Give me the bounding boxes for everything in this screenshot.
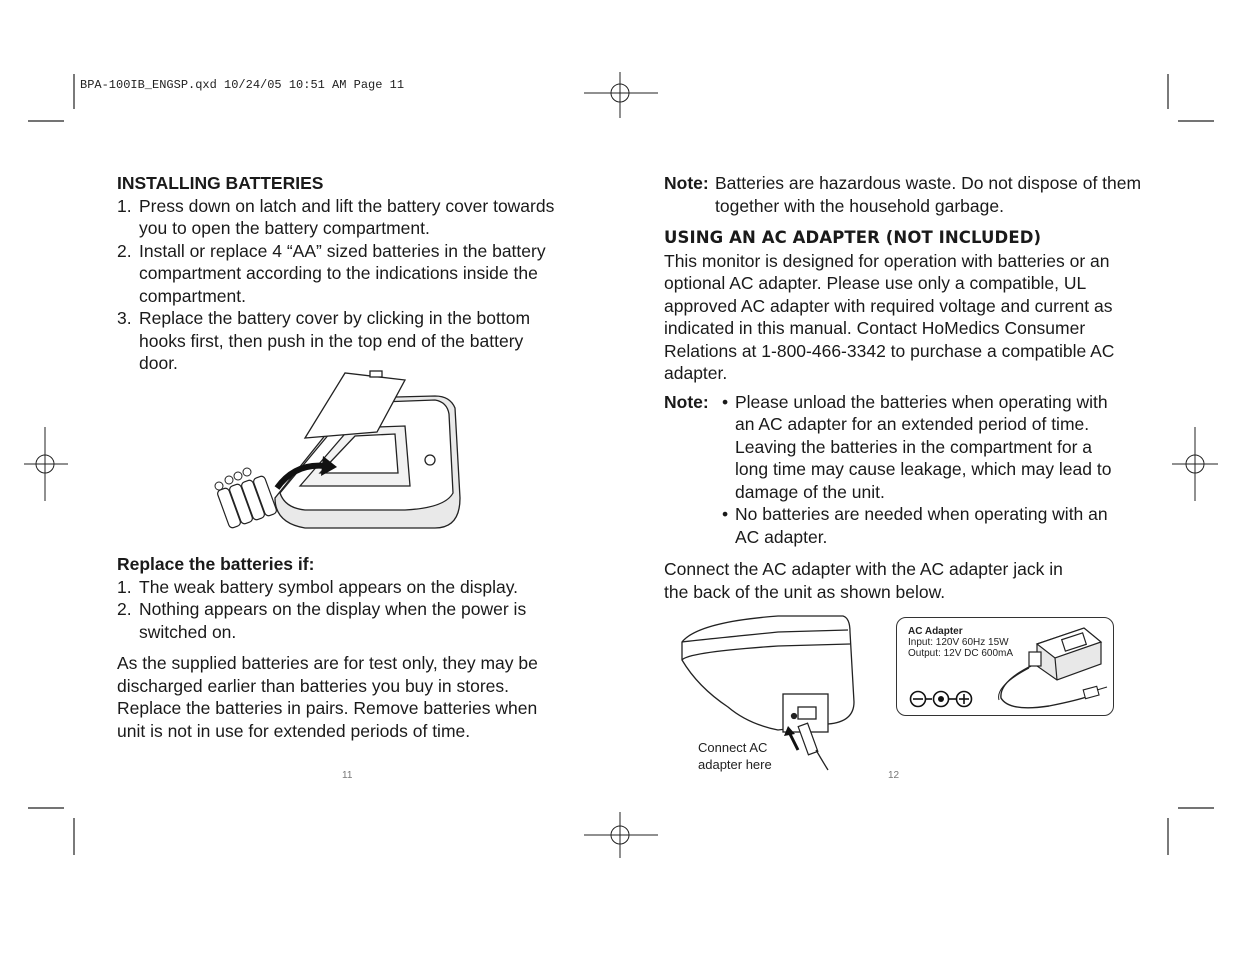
figure-caption: Connect AC adapter here — [698, 740, 772, 772]
ac-adapter-heading: USING AN AC ADAPTER (NOT INCLUDED) — [664, 228, 1042, 247]
list-item: • Please unload the batteries when operating with an AC adapter for an extended period of time. Leaving the batteries in the compartment for a long time may cause leakage, which may lead to damage of the unit. — [722, 391, 1124, 504]
list-item: 1. Press down on latch and lift the battery cover towards you to open the battery compartment. — [117, 195, 555, 238]
note-label: Note: — [664, 173, 709, 193]
page-number: 11 — [342, 770, 353, 781]
connect-instructions: Connect the AC adapter with the AC adapter jack in the back of the unit as shown below. — [664, 559, 1063, 602]
note-label: Note: — [664, 391, 709, 412]
right-page — [664, 172, 1142, 603]
installing-batteries-heading: INSTALLING BATTERIES — [117, 173, 324, 193]
page-number: 12 — [888, 770, 900, 781]
adapter-specs: AC Adapter Input: 120V 60Hz 15W Output: 12V DC 600mA — [908, 626, 1014, 659]
ac-adapter-paragraph: This monitor is designed for operation with batteries or an optional AC adapter. Please use only a compatible, UL approved AC adapter with required voltage and current as indicated in this manual. Contact HoMedics Consumer Relations at 1-800-466-3342 to purchase a compatible AC adapter. — [664, 250, 1115, 383]
list-item: • No batteries are needed when operating with an AC adapter. — [722, 503, 1124, 548]
battery-installation-illustration — [205, 368, 465, 538]
note-bullets — [722, 391, 1124, 549]
print-slug: BPA-100IB_ENGSP.qxd 10/24/05 10:51 AM Page 11 — [80, 78, 405, 92]
replace-steps — [117, 576, 567, 644]
ac-adapter-box — [896, 617, 1114, 716]
note-ac-adapter — [664, 391, 1124, 549]
left-page-lower — [117, 553, 567, 742]
polarity-icon — [908, 688, 974, 710]
list-item: 2. Nothing appears on the display when the power is switched on. — [117, 599, 527, 642]
list-item: 1. The weak battery symbol appears on the display. — [117, 576, 519, 597]
ac-adapter-icon — [989, 622, 1109, 712]
left-page — [117, 172, 567, 375]
install-steps — [117, 195, 567, 375]
note-hazardous-waste: Note: Batteries are hazardous waste. Do not dispose of them together with the household garbage. — [664, 173, 1142, 216]
list-item: 2. Install or replace 4 “AA” sized batteries in the battery compartment according to the indications inside the compartment. — [117, 240, 546, 306]
replace-batteries-heading: Replace the batteries if: — [117, 554, 315, 574]
battery-paragraph: As the supplied batteries are for test only, they may be discharged earlier than batteries you buy in stores. Replace the batteries in pairs. Remove batteries when unit is not in use for extended periods of time. — [117, 653, 538, 741]
list-item: 3. Replace the battery cover by clicking in the bottom hooks first, then push in the top end of the battery door. — [117, 308, 531, 373]
